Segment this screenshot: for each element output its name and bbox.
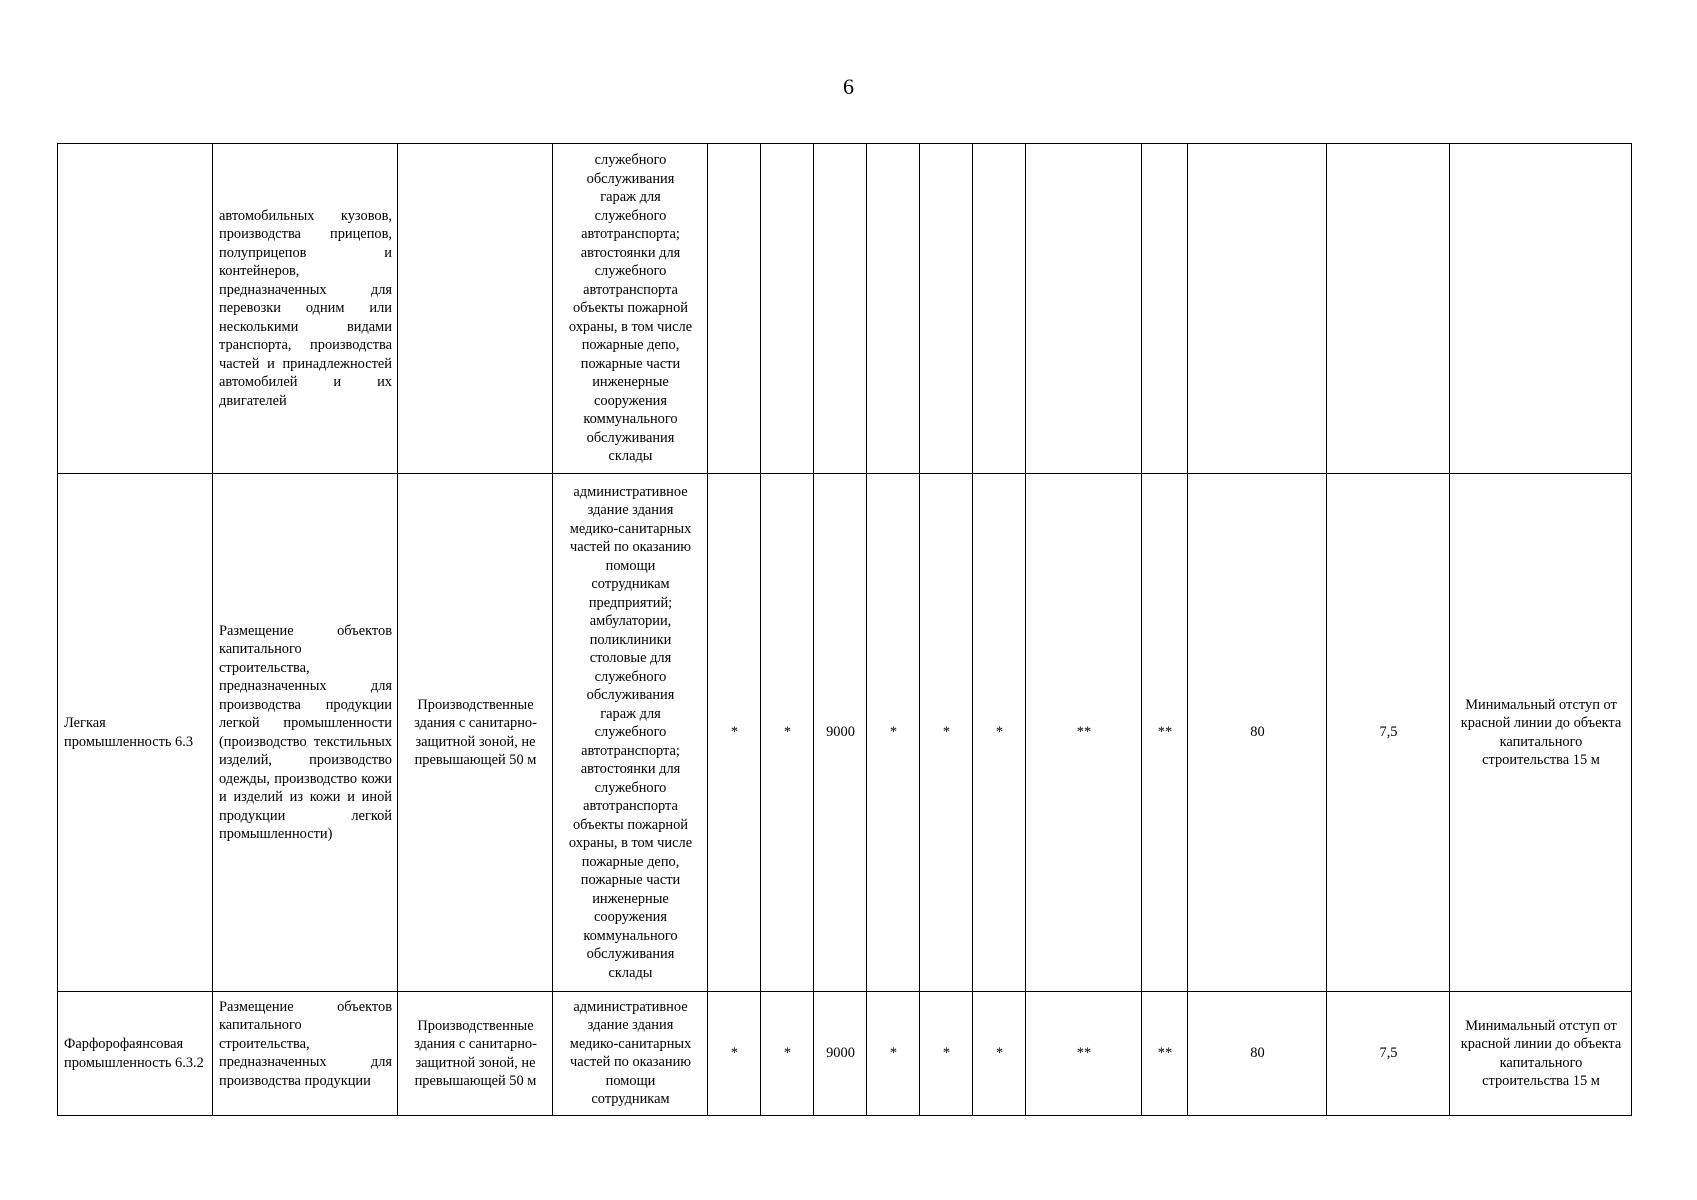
- auxiliary-use-cell: [553, 474, 708, 992]
- param-cell-1: *: [708, 992, 761, 1116]
- auxiliary-use-line: обслуживания: [586, 429, 675, 446]
- auxiliary-use-line: служебного: [594, 779, 667, 796]
- param-cell-5: *: [920, 474, 973, 992]
- param-cell-2: *: [761, 992, 814, 1116]
- param-cell-6: *: [973, 474, 1026, 992]
- auxiliary-use-list: [559, 151, 702, 466]
- auxiliary-use-line: предприятий;: [588, 594, 673, 611]
- auxiliary-use-line: гараж для: [600, 705, 661, 722]
- auxiliary-use-line: помощи: [605, 557, 656, 574]
- param-cell-8: [1142, 144, 1188, 474]
- auxiliary-use-line: автотранспорта;: [581, 226, 680, 243]
- use-type-description-cell: Размещение объектов капитального строительства, предназначенных для производства продукции легкой промышленности (производство текстильных изделий, производство одежды, производство кожи и изделий из кожи и иной продукции легкой промышленности): [213, 474, 398, 992]
- auxiliary-use-line: охраны, в том числе: [568, 835, 693, 852]
- auxiliary-use-line: пожарные части: [580, 872, 681, 889]
- auxiliary-use-line: сотрудникам: [591, 1091, 670, 1107]
- auxiliary-use-line: сотрудникам: [591, 576, 670, 593]
- auxiliary-use-line: здание здания: [587, 502, 674, 519]
- auxiliary-use-line: амбулатории,: [589, 613, 672, 630]
- param-cell-10: [1327, 144, 1450, 474]
- auxiliary-use-line: частей по оказанию: [569, 1054, 692, 1070]
- auxiliary-use-line: пожарные депо,: [581, 853, 680, 870]
- note-cell: Минимальный отступ от красной линии до объекта капитального строительства 15 м: [1450, 992, 1632, 1116]
- conditional-use-cell: [398, 144, 553, 474]
- param-cell-7: **: [1026, 992, 1142, 1116]
- auxiliary-use-line: объекты пожарной: [572, 816, 688, 833]
- auxiliary-use-cell: [553, 992, 708, 1116]
- auxiliary-use-line: сооружения: [594, 392, 667, 409]
- table-row: [58, 144, 1632, 474]
- auxiliary-use-line: автостоянки для: [580, 244, 681, 261]
- auxiliary-use-line: частей по оказанию: [569, 539, 692, 556]
- param-cell-10: 7,5: [1327, 992, 1450, 1116]
- page-number: 6: [843, 74, 854, 99]
- auxiliary-use-line: обслуживания: [586, 687, 675, 704]
- auxiliary-use-line: здание здания: [587, 1017, 674, 1033]
- auxiliary-use-line: коммунального: [583, 927, 678, 944]
- param-cell-9: 80: [1188, 992, 1327, 1116]
- use-type-name-cell: Легкая промышленность 6.3: [58, 474, 213, 992]
- param-cell-7: **: [1026, 474, 1142, 992]
- auxiliary-use-list: [559, 998, 702, 1110]
- auxiliary-use-line: коммунального: [583, 411, 678, 428]
- param-cell-3: 9000: [814, 474, 867, 992]
- param-cell-1: *: [708, 474, 761, 992]
- param-cell-5: *: [920, 992, 973, 1116]
- auxiliary-use-line: пожарные депо,: [581, 337, 680, 354]
- use-type-description-cell: [213, 992, 398, 1116]
- use-type-description-text: Размещение объектов капитального строительства, предназначенных для производства продукции: [219, 998, 392, 1089]
- param-cell-4: [867, 144, 920, 474]
- auxiliary-use-line: помощи: [605, 1072, 656, 1089]
- param-cell-3: [814, 144, 867, 474]
- auxiliary-use-line: служебного: [594, 668, 667, 685]
- conditional-use-cell: Производственные здания с санитарно-защитной зоной, не превышающей 50 м: [398, 992, 553, 1116]
- param-cell-9: 80: [1188, 474, 1327, 992]
- auxiliary-use-line: служебного: [594, 207, 667, 224]
- conditional-use-cell: Производственные здания с санитарно-защитной зоной, не превышающей 50 м: [398, 474, 553, 992]
- auxiliary-use-line: автостоянки для: [580, 761, 681, 778]
- auxiliary-use-line: склады: [608, 448, 653, 465]
- table-row: [58, 474, 1632, 992]
- param-cell-7: [1026, 144, 1142, 474]
- auxiliary-use-cell: [553, 144, 708, 474]
- auxiliary-use-line: поликлиники: [589, 631, 672, 648]
- use-type-description-cell: автомобильных кузовов, производства прицепов, полуприцепов и контейнеров, предназначенных для перевозки одним или несколькими видами транспорта, производства частей и принадлежностей автомобилей и их двигателей: [213, 144, 398, 474]
- note-cell: [1450, 144, 1632, 474]
- param-cell-1: [708, 144, 761, 474]
- auxiliary-use-line: служебного: [594, 152, 667, 169]
- auxiliary-use-line: обслуживания: [586, 170, 675, 187]
- zoning-regulations-table: [57, 143, 1632, 1116]
- auxiliary-use-line: служебного: [594, 263, 667, 280]
- param-cell-2: *: [761, 474, 814, 992]
- param-cell-6: *: [973, 992, 1026, 1116]
- param-cell-8: **: [1142, 474, 1188, 992]
- use-type-name-cell: Фарфорофаянсовая промышленность 6.3.2: [58, 992, 213, 1116]
- auxiliary-use-line: автотранспорта: [583, 281, 678, 298]
- param-cell-8: **: [1142, 992, 1188, 1116]
- auxiliary-use-line: инженерные: [592, 374, 669, 391]
- auxiliary-use-line: склады: [608, 964, 653, 981]
- param-cell-2: [761, 144, 814, 474]
- note-cell: Минимальный отступ от красной линии до объекта капитального строительства 15 м: [1450, 474, 1632, 992]
- auxiliary-use-line: служебного: [594, 724, 667, 741]
- use-type-name-cell: [58, 144, 213, 474]
- auxiliary-use-line: медико-санитарных: [569, 1035, 692, 1052]
- auxiliary-use-line: обслуживания: [586, 946, 675, 963]
- table-row: [58, 992, 1632, 1116]
- auxiliary-use-line: гараж для: [600, 189, 661, 206]
- auxiliary-use-line: автотранспорта;: [581, 742, 680, 759]
- param-cell-10: 7,5: [1327, 474, 1450, 992]
- auxiliary-use-line: охраны, в том числе: [568, 318, 693, 335]
- auxiliary-use-list: [559, 483, 702, 983]
- auxiliary-use-line: медико-санитарных: [569, 520, 692, 537]
- auxiliary-use-line: сооружения: [594, 909, 667, 926]
- auxiliary-use-line: административное: [573, 483, 688, 500]
- param-cell-4: *: [867, 992, 920, 1116]
- auxiliary-use-line: пожарные части: [580, 355, 681, 372]
- auxiliary-use-line: административное: [573, 998, 688, 1015]
- auxiliary-use-line: автотранспорта: [583, 798, 678, 815]
- param-cell-6: [973, 144, 1026, 474]
- auxiliary-use-line: инженерные: [592, 890, 669, 907]
- param-cell-9: [1188, 144, 1327, 474]
- auxiliary-use-line: столовые для: [589, 650, 672, 667]
- param-cell-4: *: [867, 474, 920, 992]
- param-cell-3: 9000: [814, 992, 867, 1116]
- auxiliary-use-line: объекты пожарной: [572, 300, 688, 317]
- param-cell-5: [920, 144, 973, 474]
